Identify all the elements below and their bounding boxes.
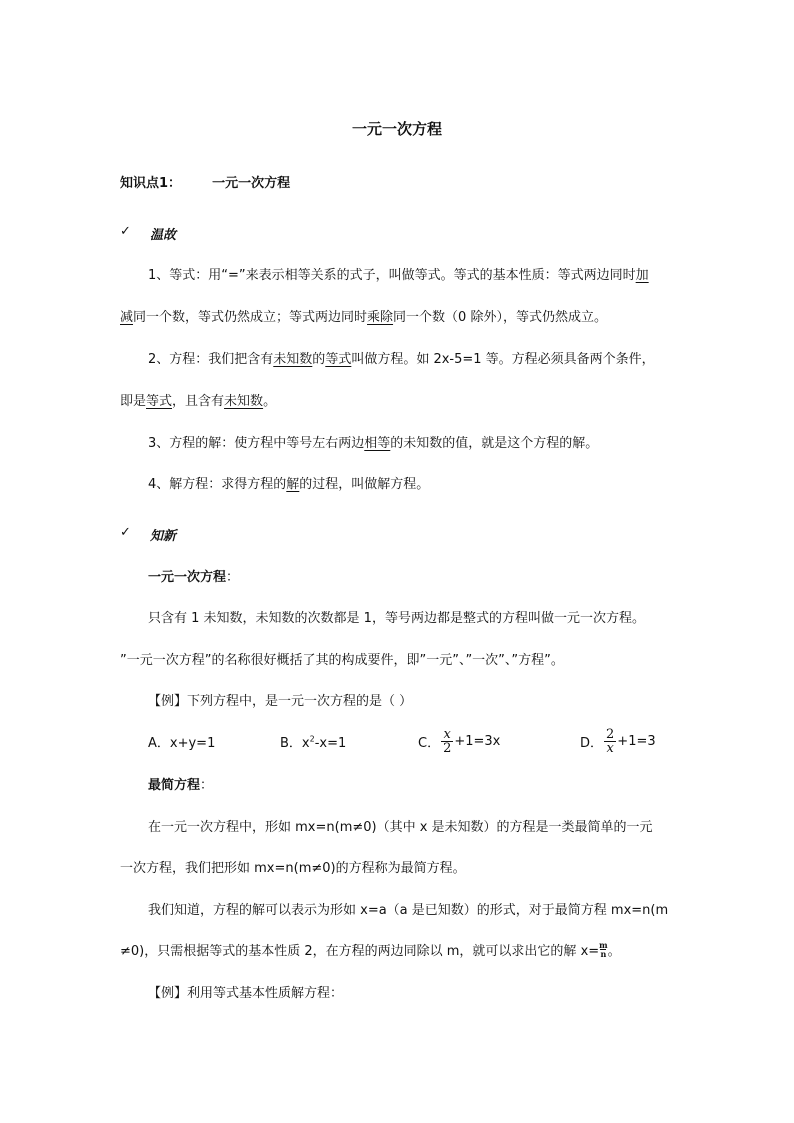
- review-check-icon: ✓: [120, 224, 131, 239]
- underlined-term: 未知数: [224, 394, 264, 409]
- underlined-term: 未知数: [273, 352, 313, 367]
- underlined-term: 相等: [364, 436, 391, 451]
- new-heading: 知新: [150, 529, 177, 544]
- page-title: 一元一次方程: [351, 120, 442, 138]
- text-span: B．x: [280, 736, 310, 751]
- definition-line-2: ”一元一次方程”的名称很好概括了其的构成要件，即”一元”、”一次”、”方程”。: [120, 653, 564, 668]
- underlined-term: 减: [120, 310, 134, 325]
- definition-heading: [148, 566, 239, 585]
- fraction: [441, 728, 453, 755]
- text-span: 。: [607, 943, 621, 959]
- review-paragraph-1-line-2: [120, 306, 607, 325]
- option-b: [280, 732, 346, 751]
- simplest-line-1: 在一元一次方程中，形如 mx=n(m≠0)（其中 x 是未知数）的方程是一类最简单的一元: [148, 820, 653, 835]
- text-span: ：: [226, 570, 240, 585]
- text-span: ，且含有: [172, 394, 225, 409]
- option-d: [580, 722, 656, 760]
- underlined-term: 加: [635, 268, 649, 283]
- simplest-heading: [148, 774, 213, 793]
- example-1-question: 【例】下列方程中，是一元一次方程的是（ ）: [148, 694, 413, 709]
- review-paragraph-2-line-1: [148, 348, 655, 367]
- text-span: 的未知数的值，就是这个方程的解。: [390, 436, 599, 451]
- text-span: 同一个数，等式仍然成立；等式两边同时: [133, 310, 368, 325]
- definition-line-1: 只含有 1 未知数，未知数的次数都是 1，等号两边都是整式的方程叫做一元一次方程。: [148, 611, 645, 626]
- text-span: 即是: [120, 394, 147, 409]
- underlined-term: 解: [286, 477, 300, 492]
- text-span: 4、解方程：求得方程的: [148, 477, 287, 492]
- denominator: 2: [443, 740, 452, 756]
- section-label: [120, 172, 290, 191]
- section-name: 一元一次方程: [212, 176, 291, 191]
- simplest-line-4: [120, 937, 621, 961]
- text-span: 1、等式：用“=”来表示相等关系的式子，叫做等式。等式的基本性质：等式两边同时: [148, 268, 636, 283]
- text-span: +1=3: [617, 733, 656, 749]
- text-span: ：: [200, 778, 214, 793]
- numerator: m: [599, 939, 608, 950]
- text-span: 同一个数（0 除外），等式仍然成立。: [393, 310, 607, 325]
- option-a: A．x+y=1: [148, 736, 216, 751]
- text-span: 叫做方程。如 2x-5=1 等。方程必须具备两个条件，: [351, 352, 655, 367]
- text-span: 2、方程：我们把含有: [148, 352, 274, 367]
- example-2-question: 【例】利用等式基本性质解方程：: [148, 986, 344, 1001]
- review-paragraph-1-line-1: [148, 264, 649, 283]
- underlined-term: 乘除: [367, 310, 394, 325]
- text-span: -x=1: [314, 736, 347, 751]
- text-span: +1=3x: [454, 733, 501, 749]
- text-span: C．: [418, 735, 441, 751]
- exponent: 2: [309, 734, 315, 744]
- text-span: 的: [312, 352, 326, 367]
- denominator: n: [600, 948, 607, 959]
- option-c: [418, 722, 500, 760]
- new-check-icon: ✓: [120, 525, 131, 540]
- numerator: 2: [606, 726, 615, 742]
- simplest-line-3: 我们知道，方程的解可以表示为形如 x=a（a 是已知数）的形式，对于最简方程 mx=n(m: [148, 903, 669, 918]
- review-paragraph-4: [148, 473, 429, 492]
- solution-fraction: [599, 941, 607, 958]
- numerator: x: [443, 726, 451, 742]
- simplest-title: 最简方程: [148, 778, 201, 793]
- review-heading: 温故: [150, 228, 177, 243]
- underlined-term: 等式: [146, 394, 173, 409]
- review-paragraph-2-line-2: [120, 390, 276, 409]
- text-span: 的过程，叫做解方程。: [299, 477, 430, 492]
- definition-title: 一元一次方程: [148, 570, 227, 585]
- review-paragraph-3: [148, 432, 598, 451]
- simplest-line-2: 一次方程，我们把形如 mx=n(m≠0)的方程称为最简方程。: [120, 861, 466, 876]
- fraction: [604, 728, 616, 755]
- text-span: 3、方程的解：使方程中等号左右两边: [148, 436, 365, 451]
- text-span: D．: [580, 735, 604, 751]
- text-span: 。: [263, 394, 277, 409]
- text-span: ≠0)，只需根据等式的基本性质 2，在方程的两边同除以 m，就可以求出它的解 x=: [120, 943, 600, 959]
- section-number: 知识点1：: [120, 176, 182, 191]
- denominator: x: [606, 740, 614, 756]
- underlined-term: 等式: [325, 352, 352, 367]
